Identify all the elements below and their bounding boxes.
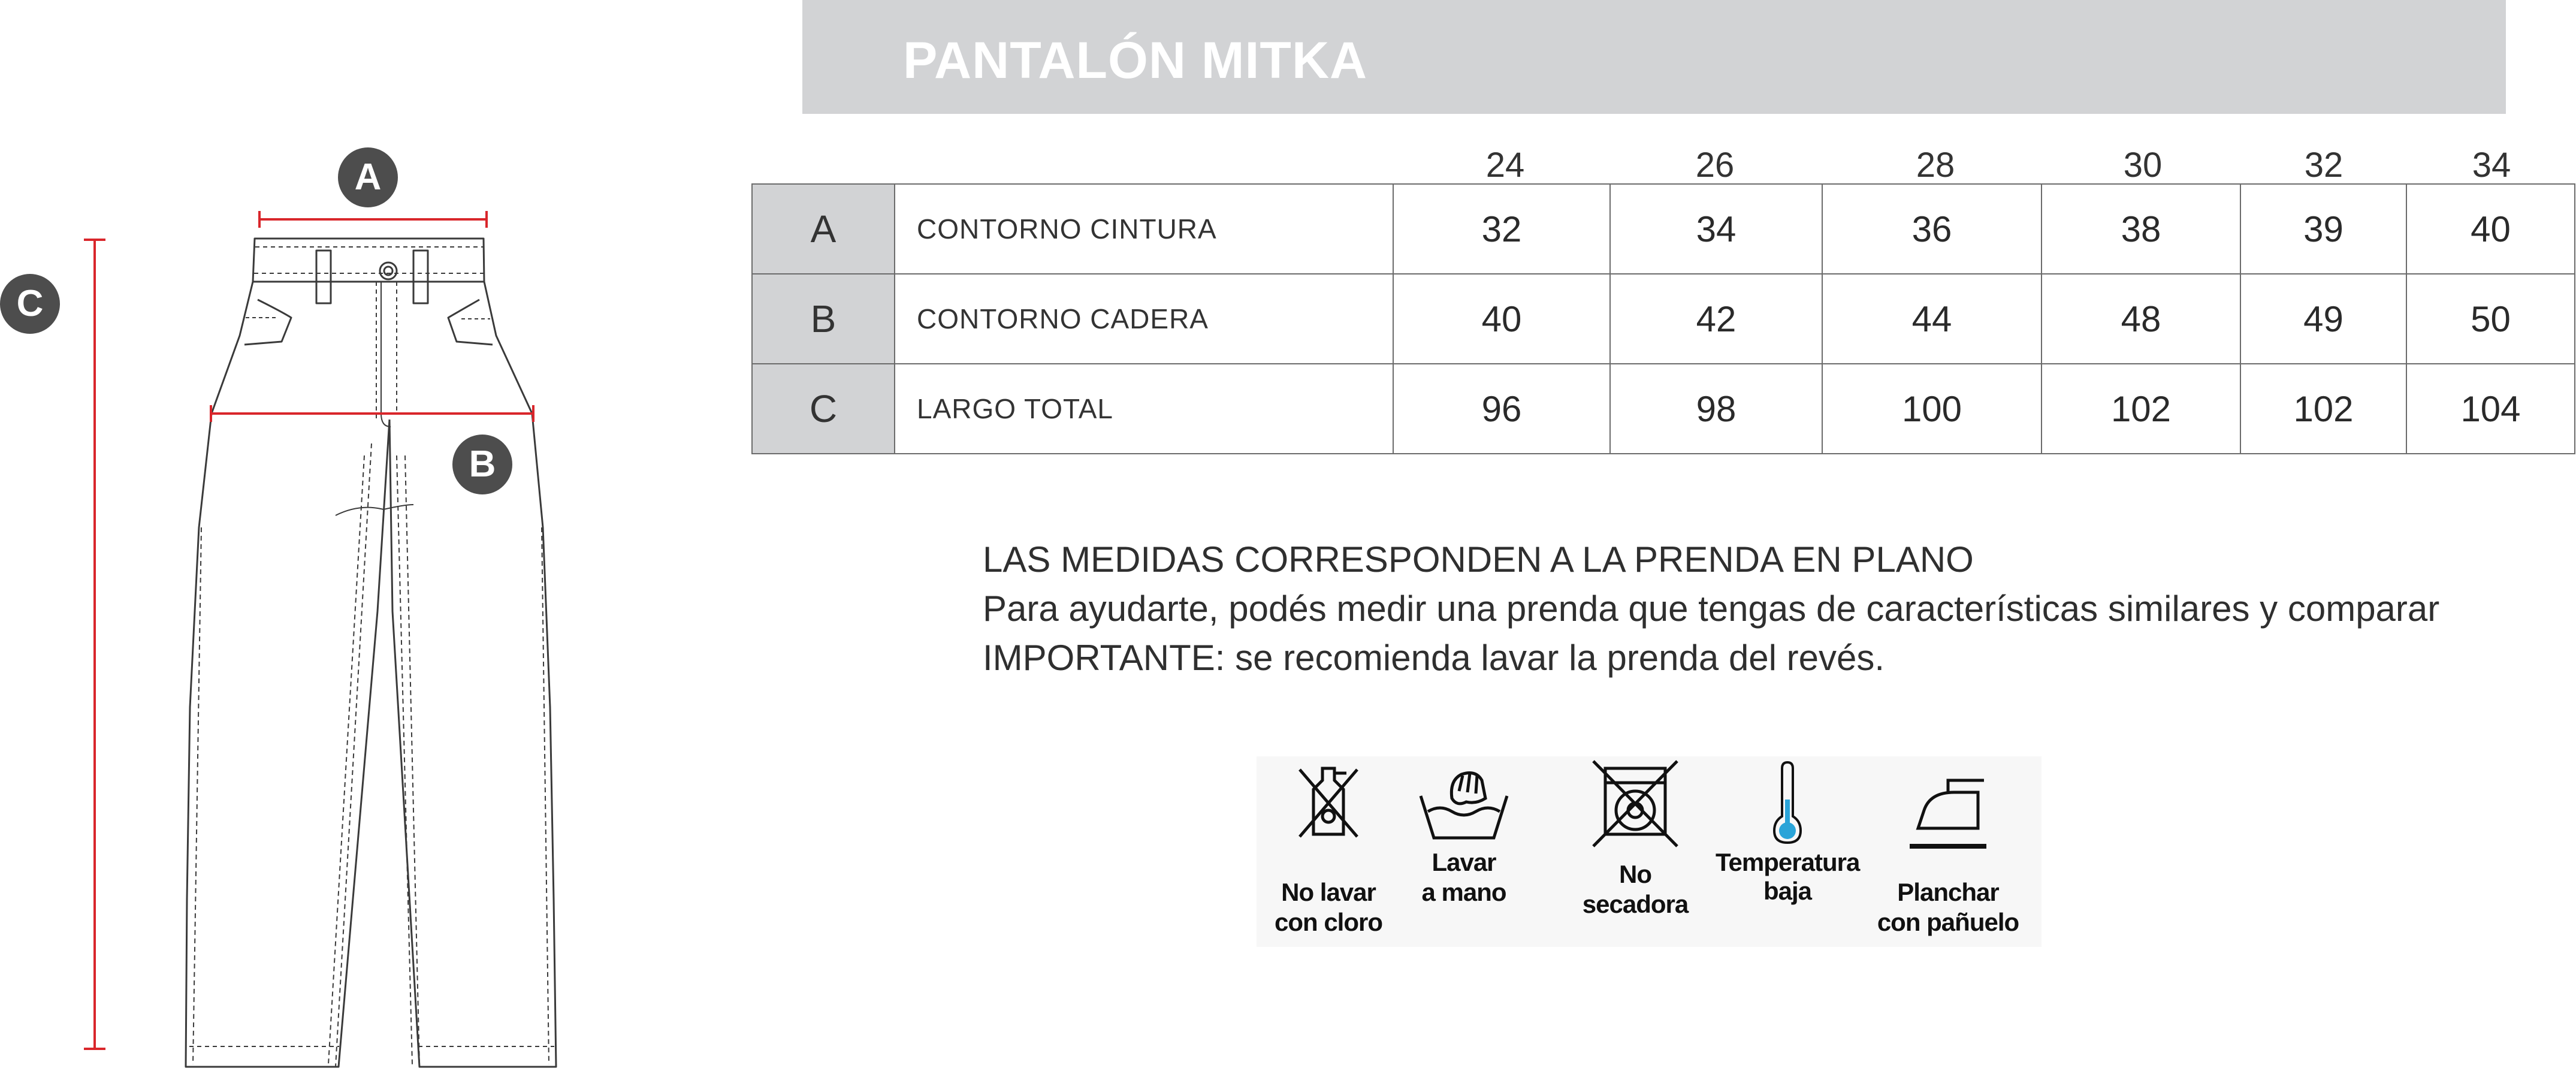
table-cell: 40: [2406, 184, 2575, 274]
iron-icon: [1876, 756, 2020, 858]
pants-illustration: [0, 0, 659, 1074]
title-banner: [802, 0, 2506, 114]
table-cell: 48: [2042, 274, 2240, 364]
row-letter: C: [752, 364, 895, 454]
table-cell: 34: [1610, 184, 1822, 274]
right-pocket: [448, 300, 493, 345]
table-cell: 42: [1610, 274, 1822, 364]
care-hand-wash: [1392, 756, 1536, 947]
row-letter: A: [752, 184, 895, 274]
size-header-24: 24: [1485, 146, 1525, 185]
size-table: [751, 183, 2575, 454]
left-pocket: [244, 300, 291, 345]
belt-loop: [413, 251, 428, 303]
row-letter: B: [752, 274, 895, 364]
left-leg-outline: [186, 282, 389, 1067]
size-header-34: 34: [2472, 146, 2511, 185]
care-no-bleach: [1257, 756, 1400, 947]
care-iron: [1876, 756, 2020, 947]
table-cell: 49: [2240, 274, 2406, 364]
table-cell: 98: [1610, 364, 1822, 454]
notes-block: [983, 535, 2553, 683]
table-cell: 38: [2042, 184, 2240, 274]
product-title: PANTALÓN MITKA: [903, 32, 1368, 89]
care-label-line2: baja: [1763, 877, 1812, 905]
care-label-line2: a mano: [1421, 878, 1506, 906]
table-cell: 36: [1822, 184, 2042, 274]
no-tumble-dry-icon: [1563, 756, 1707, 858]
care-no-tumble-dry: [1563, 756, 1707, 947]
pants-diagram: [0, 0, 659, 1074]
button: [380, 263, 397, 279]
care-label-line1: Lavar: [1432, 848, 1496, 876]
table-cell: 39: [2240, 184, 2406, 274]
note-measures: LAS MEDIDAS CORRESPONDEN A LA PRENDA EN PLANO: [983, 539, 1974, 580]
waistband: [253, 239, 484, 282]
care-instructions: [1257, 756, 2042, 947]
care-label-line1: No lavar: [1281, 878, 1376, 906]
table-row: [752, 184, 2575, 274]
care-label-line2: secadora: [1582, 890, 1689, 918]
table-cell: 96: [1393, 364, 1610, 454]
table-row: [752, 364, 2575, 454]
care-label-line1: No: [1619, 860, 1651, 888]
note-help: Para ayudarte, podés medir una prenda que tengas de características similares y comparar: [983, 589, 2440, 629]
hand-wash-icon: [1392, 756, 1536, 858]
size-header-30: 30: [2123, 146, 2163, 185]
table-cell: 100: [1822, 364, 2042, 454]
table-row: [752, 274, 2575, 364]
row-label: LARGO TOTAL: [895, 364, 1393, 454]
table-cell: 32: [1393, 184, 1610, 274]
table-cell: 50: [2406, 274, 2575, 364]
table-cell: 104: [2406, 364, 2575, 454]
right-leg-outline: [389, 282, 556, 1067]
measure-badge-c: C: [0, 274, 60, 334]
size-header-32: 32: [2304, 146, 2344, 185]
size-header-26: 26: [1695, 146, 1735, 185]
table-cell: 102: [2240, 364, 2406, 454]
care-label-line1: Planchar: [1897, 878, 1999, 906]
thermometer-icon: [1716, 756, 1859, 858]
measure-badge-a: A: [338, 147, 398, 207]
table-cell: 44: [1822, 274, 2042, 364]
note-important: IMPORTANTE: se recomienda lavar la prenda del revés.: [983, 638, 1885, 678]
measure-lines: [84, 211, 533, 1049]
care-label-line2: con cloro: [1274, 908, 1383, 936]
row-label: CONTORNO CINTURA: [895, 184, 1393, 274]
no-bleach-icon: [1257, 756, 1400, 858]
belt-loop: [316, 251, 331, 303]
care-label-line2: con pañuelo: [1877, 908, 2019, 936]
size-header-28: 28: [1916, 146, 1955, 185]
care-low-temperature: [1716, 756, 1859, 947]
table-cell: 102: [2042, 364, 2240, 454]
row-label: CONTORNO CADERA: [895, 274, 1393, 364]
care-label-line1: Temperatura: [1716, 848, 1860, 876]
measure-badge-b: B: [452, 435, 512, 494]
table-cell: 40: [1393, 274, 1610, 364]
